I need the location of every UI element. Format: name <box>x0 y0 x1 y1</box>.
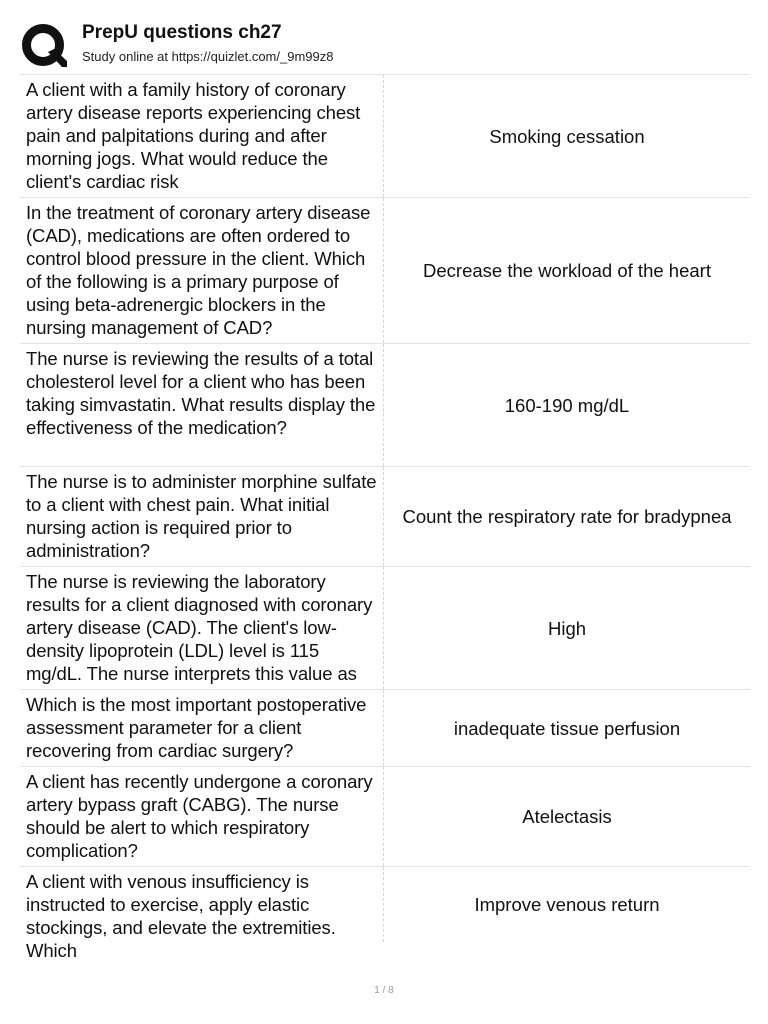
card-term: A client with a family history of coronary artery disease reports experiencing chest pain and palpitations during and after morning jogs. What would reduce the client's cardiac risk <box>20 75 384 197</box>
flashcard-row <box>20 566 750 689</box>
flashcard-row <box>20 866 750 961</box>
study-link[interactable]: Study online at https://quizlet.com/_9m99z8 <box>82 49 334 64</box>
flashcard-list <box>20 74 750 961</box>
page-indicator: 1 / 8 <box>374 985 394 996</box>
card-term: The nurse is reviewing the results of a total cholesterol level for a client who has been taking simvastatin. What results display the effectiveness of the medication? <box>20 344 384 466</box>
card-term: A client has recently undergone a coronary artery bypass graft (CABG). The nurse should be alert to which respiratory complication? <box>20 767 384 866</box>
flashcard-row <box>20 766 750 866</box>
card-term: In the treatment of coronary artery disease (CAD), medications are often ordered to control blood pressure in the client. Which of the following is a primary purpose of using beta-adrenergic blockers in the nursing management of CAD? <box>20 198 384 343</box>
page-title: PrepU questions ch27 <box>82 22 282 43</box>
flashcard-row <box>20 466 750 566</box>
card-definition: inadequate tissue perfusion <box>453 717 681 739</box>
card-definition: Decrease the workload of the heart <box>423 260 711 281</box>
flashcard-row <box>20 197 750 343</box>
card-definition: Improve venous return <box>474 894 660 915</box>
quizlet-logo-icon <box>20 22 68 70</box>
card-term: A client with venous insufficiency is instructed to exercise, apply elastic stockings, and elevate the extremities. Which <box>20 867 384 942</box>
card-term: The nurse is reviewing the laboratory results for a client diagnosed with coronary artery disease (CAD). The client's low-density lipoprotein (LDL) level is 115 mg/dL. The nurse interprets this value as <box>20 567 384 689</box>
card-definition: Atelectasis <box>522 806 612 827</box>
flashcard-row <box>20 689 750 766</box>
page-header <box>20 18 748 74</box>
card-definition: Smoking cessation <box>489 125 645 147</box>
card-definition: 160-190 mg/dL <box>504 394 630 416</box>
card-definition: High <box>547 617 587 639</box>
flashcard-row <box>20 343 750 466</box>
card-term: Which is the most important postoperative assessment parameter for a client recovering from cardiac surgery? <box>20 690 384 766</box>
card-term: The nurse is to administer morphine sulfate to a client with chest pain. What initial nursing action is required prior to administration? <box>20 467 384 566</box>
header-text <box>82 18 333 66</box>
card-definition: Count the respiratory rate for bradypnea <box>402 506 732 527</box>
flashcard-row <box>20 74 750 197</box>
